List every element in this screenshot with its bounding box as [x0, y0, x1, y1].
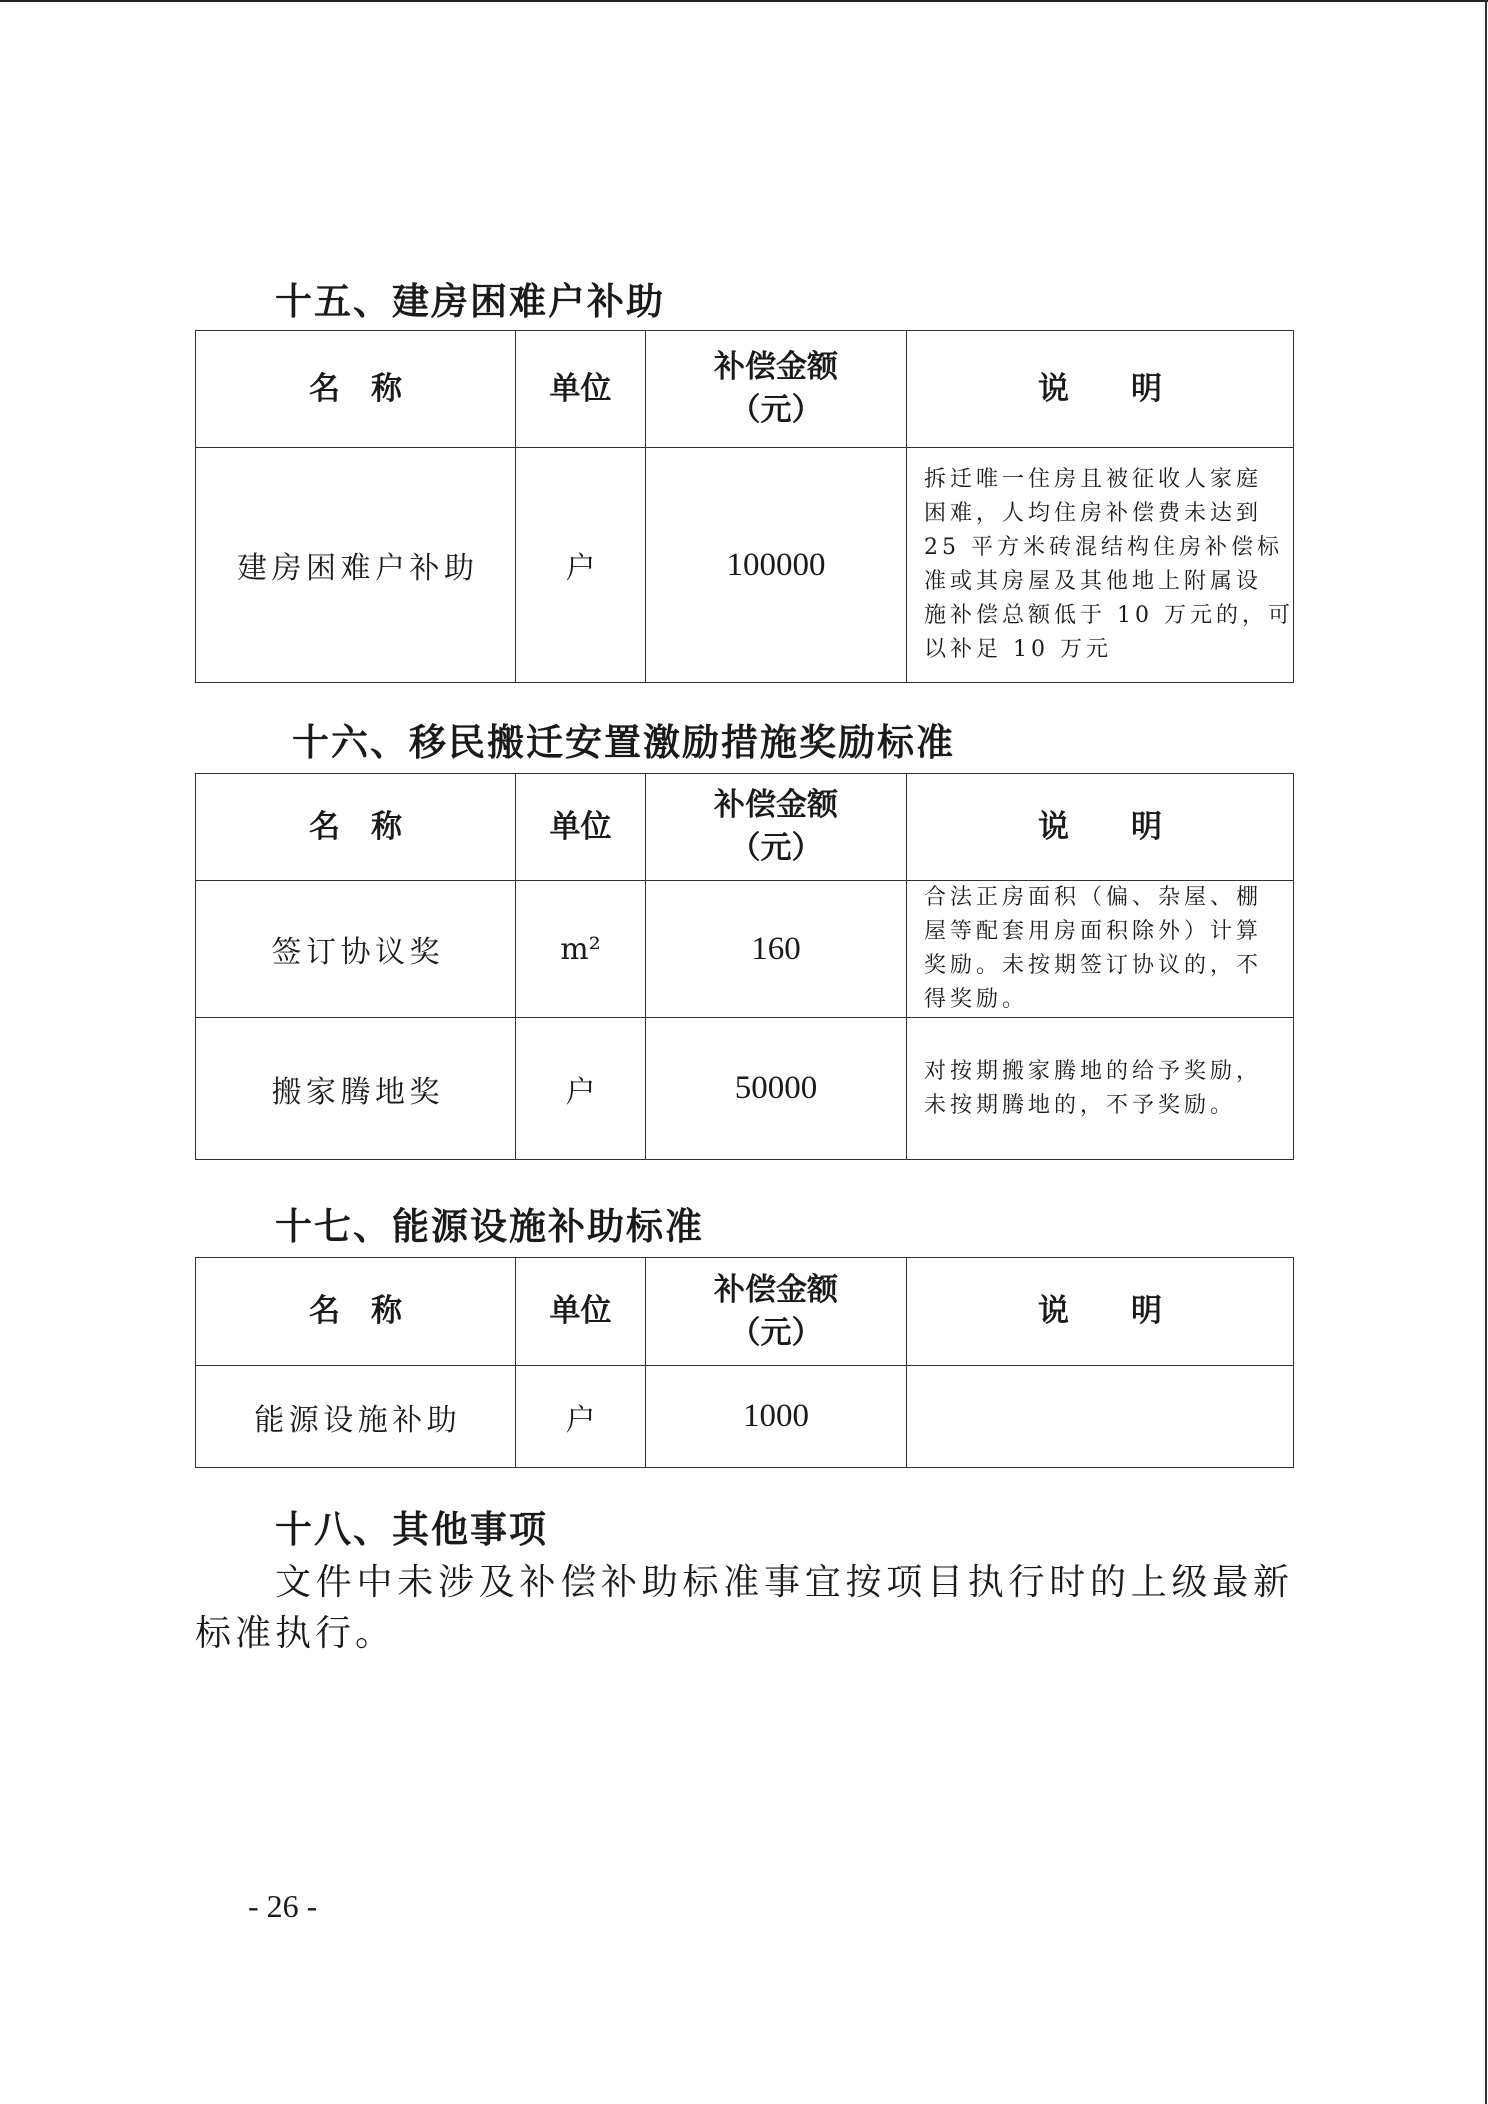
note-line: 对按期搬家腾地的给予奖励， — [924, 1058, 1263, 1084]
row-unit: m² — [516, 881, 646, 1018]
row-amount: 160 — [646, 881, 907, 1018]
header-amount-line1: 补偿金额 — [714, 349, 838, 385]
section-heading-15: 十五、建房困难户补助 — [275, 280, 665, 323]
table-section-15 — [195, 330, 1294, 683]
row-note — [907, 1366, 1294, 1468]
row-unit: 户 — [516, 1366, 646, 1468]
note-line: 准或其房屋及其他地上附属设 — [924, 569, 1263, 594]
row-note — [907, 881, 1294, 1018]
scan-edge-right — [1485, 0, 1487, 2104]
row-amount: 100000 — [646, 448, 907, 683]
scan-edge-top — [0, 0, 1488, 2]
note-line: 困难，人均住房补偿费未达到 — [924, 501, 1263, 526]
row-unit: 户 — [516, 448, 646, 683]
row-name: 建房困难户补助 — [196, 448, 516, 683]
table-header-row — [196, 774, 1294, 881]
header-note: 说 明 — [907, 774, 1294, 881]
header-amount-line2: （元） — [729, 830, 823, 866]
row-name: 能源设施补助 — [196, 1366, 516, 1468]
body-paragraph: 文件中未涉及补偿补助标准事宜按项目执行时的上级最新标准执行。 — [195, 1562, 1293, 1654]
header-name: 名 称 — [196, 331, 516, 448]
row-name: 签订协议奖 — [196, 881, 516, 1018]
table-row — [196, 1018, 1294, 1160]
header-unit: 单位 — [516, 331, 646, 448]
page-number: - 26 - — [248, 1888, 318, 1924]
table-header-row — [196, 1258, 1294, 1366]
header-name: 名 称 — [196, 1258, 516, 1366]
row-name: 搬家腾地奖 — [196, 1018, 516, 1160]
header-unit: 单位 — [516, 774, 646, 881]
row-note — [907, 1018, 1294, 1160]
row-unit: 户 — [516, 1018, 646, 1160]
table-section-16 — [195, 773, 1294, 1160]
header-unit: 单位 — [516, 1258, 646, 1366]
header-amount — [646, 774, 907, 881]
header-amount-line2: （元） — [729, 392, 823, 428]
note-line: 合法正房面积（偏、杂屋、棚 — [924, 885, 1263, 910]
row-amount: 1000 — [646, 1366, 907, 1468]
header-amount-line2: （元） — [729, 1314, 823, 1351]
note-line: 25 平方米砖混结构住房补偿标 — [924, 535, 1283, 560]
note-line: 得奖励。 — [924, 987, 1029, 1012]
table-section-17 — [195, 1257, 1294, 1468]
section-heading-18: 十八、其他事项 — [275, 1508, 548, 1551]
note-line: 施补偿总额低于 10 万元的，可 — [924, 603, 1294, 628]
header-amount-line1: 补偿金额 — [714, 787, 838, 823]
note-line: 奖励。未按期签订协议的，不 — [924, 953, 1263, 978]
header-amount — [646, 1258, 907, 1366]
header-amount — [646, 331, 907, 448]
note-line: 拆迁唯一住房且被征收人家庭 — [924, 467, 1263, 492]
table-row — [196, 881, 1294, 1018]
header-note: 说 明 — [907, 331, 1294, 448]
table-row — [196, 448, 1294, 683]
row-amount: 50000 — [646, 1018, 907, 1160]
header-amount-line1: 补偿金额 — [714, 1271, 838, 1308]
table-header-row — [196, 331, 1294, 448]
table-row — [196, 1366, 1294, 1468]
section-heading-17: 十七、能源设施补助标准 — [275, 1205, 704, 1248]
row-note — [907, 448, 1294, 683]
header-name: 名 称 — [196, 774, 516, 881]
section-heading-16: 十六、移民搬迁安置激励措施奖励标准 — [292, 721, 955, 764]
note-line: 以补足 10 万元 — [924, 637, 1112, 662]
note-line: 未按期腾地的，不予奖励。 — [924, 1092, 1237, 1118]
header-note: 说 明 — [907, 1258, 1294, 1366]
note-line: 屋等配套用房面积除外）计算 — [924, 919, 1263, 944]
